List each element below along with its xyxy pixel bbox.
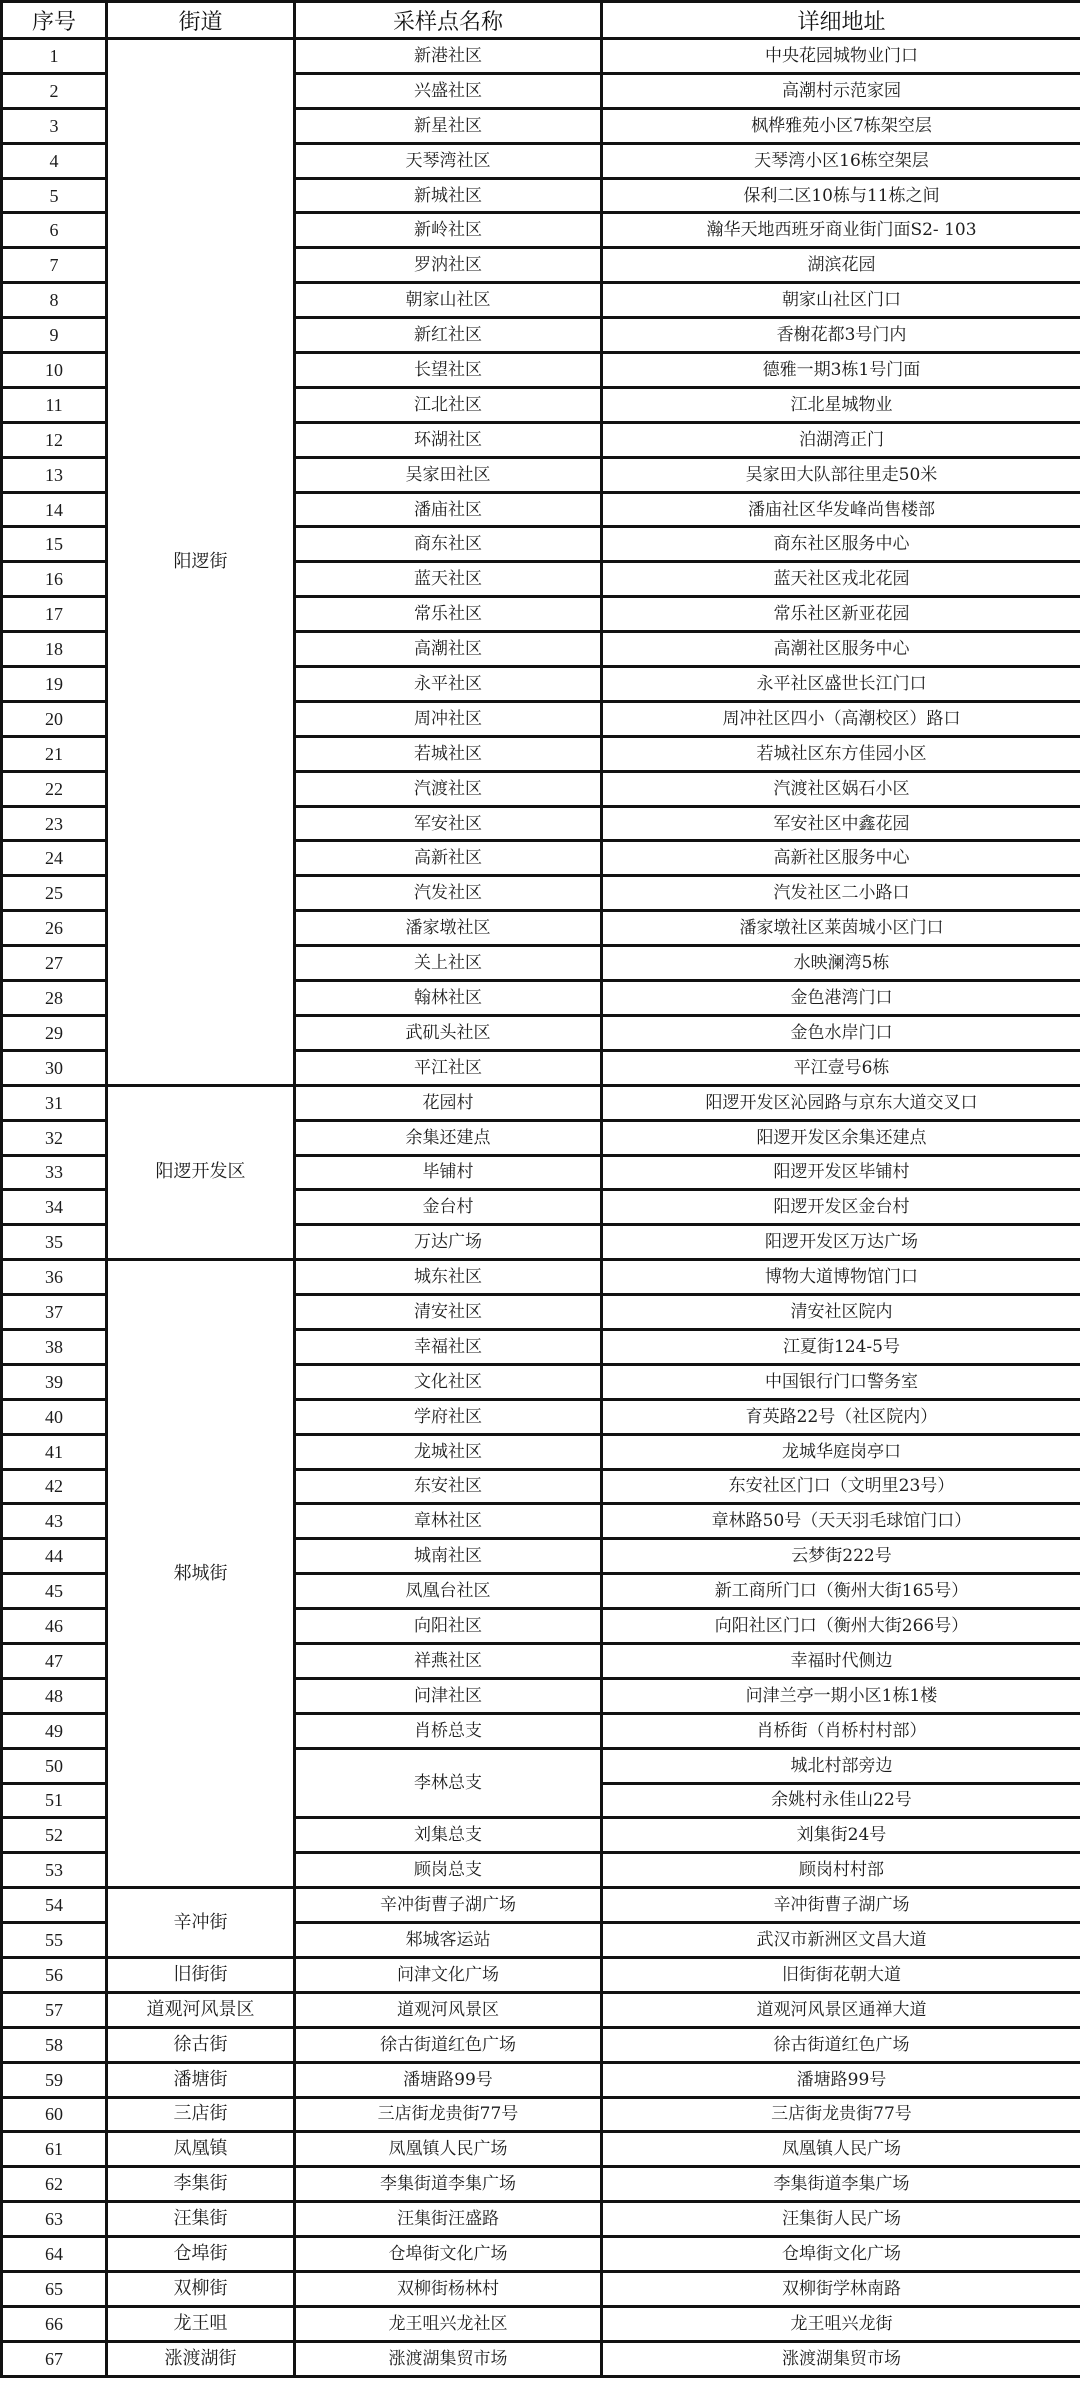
cell-index: 16 (2, 562, 107, 597)
cell-site-name: 仓埠街文化广场 (295, 2237, 602, 2272)
table-row (2, 2167, 1080, 2202)
cell-site-name: 万达广场 (295, 1225, 602, 1260)
cell-index: 66 (2, 2306, 107, 2341)
cell-address: 育英路22号（社区院内） (602, 1399, 1080, 1434)
header-address: 详细地址 (602, 2, 1080, 39)
cell-index: 8 (2, 283, 107, 318)
table-row (2, 2062, 1080, 2097)
header-index: 序号 (2, 2, 107, 39)
header-street: 街道 (107, 2, 295, 39)
cell-site-name: 学府社区 (295, 1399, 602, 1434)
cell-address: 泊湖湾正门 (602, 422, 1080, 457)
cell-site-name: 兴盛社区 (295, 73, 602, 108)
cell-site-name: 问津社区 (295, 1678, 602, 1713)
cell-address: 中央花园城物业门口 (602, 39, 1080, 74)
cell-index: 63 (2, 2202, 107, 2237)
table-row (2, 2272, 1080, 2307)
cell-index: 30 (2, 1050, 107, 1085)
cell-index: 31 (2, 1085, 107, 1120)
table-body (2, 39, 1080, 2377)
table-row (2, 1888, 1080, 1923)
cell-index: 36 (2, 1260, 107, 1295)
cell-site-name: 凤凰镇人民广场 (295, 2132, 602, 2167)
cell-index: 3 (2, 108, 107, 143)
cell-address: 徐古街道红色广场 (602, 2027, 1080, 2062)
table-row (2, 39, 1080, 74)
cell-site-name: 清安社区 (295, 1295, 602, 1330)
cell-index: 4 (2, 143, 107, 178)
cell-site-name: 新星社区 (295, 108, 602, 143)
cell-site-name: 环湖社区 (295, 422, 602, 457)
cell-site-name: 常乐社区 (295, 597, 602, 632)
cell-index: 15 (2, 527, 107, 562)
cell-site-name: 幸福社区 (295, 1329, 602, 1364)
cell-site-name: 若城社区 (295, 736, 602, 771)
cell-index: 9 (2, 318, 107, 353)
cell-index: 1 (2, 39, 107, 74)
cell-address: 凤凰镇人民广场 (602, 2132, 1080, 2167)
cell-index: 44 (2, 1539, 107, 1574)
cell-address: 高潮社区服务中心 (602, 632, 1080, 667)
cell-site-name: 商东社区 (295, 527, 602, 562)
cell-site-name: 东安社区 (295, 1469, 602, 1504)
cell-site-name: 花园村 (295, 1085, 602, 1120)
cell-street: 李集街 (107, 2167, 295, 2202)
cell-address: 天琴湾小区16栋空架层 (602, 143, 1080, 178)
cell-index: 38 (2, 1329, 107, 1364)
cell-address: 三店街龙贵街77号 (602, 2097, 1080, 2132)
cell-index: 33 (2, 1155, 107, 1190)
table-row (2, 2306, 1080, 2341)
cell-index: 24 (2, 841, 107, 876)
cell-index: 59 (2, 2062, 107, 2097)
cell-address: 德雅一期3栋1号门面 (602, 353, 1080, 388)
cell-site-name: 长望社区 (295, 353, 602, 388)
cell-site-name: 道观河风景区 (295, 1992, 602, 2027)
cell-site-name: 汽渡社区 (295, 771, 602, 806)
cell-index: 49 (2, 1713, 107, 1748)
table-row (2, 2237, 1080, 2272)
cell-site-name: 凤凰台社区 (295, 1574, 602, 1609)
cell-site-name: 问津文化广场 (295, 1957, 602, 1992)
cell-site-name: 徐古街道红色广场 (295, 2027, 602, 2062)
cell-address: 阳逻开发区沁园路与京东大道交叉口 (602, 1085, 1080, 1120)
cell-address: 潘塘路99号 (602, 2062, 1080, 2097)
cell-address: 城北村部旁边 (602, 1748, 1080, 1783)
cell-address: 东安社区门口（文明里23号） (602, 1469, 1080, 1504)
cell-index: 39 (2, 1364, 107, 1399)
header-row (2, 2, 1080, 39)
cell-index: 55 (2, 1923, 107, 1958)
cell-address: 余姚村永佳山22号 (602, 1783, 1080, 1818)
cell-street: 双柳街 (107, 2272, 295, 2307)
cell-site-name: 三店街龙贵街77号 (295, 2097, 602, 2132)
cell-site-name: 向阳社区 (295, 1609, 602, 1644)
cell-site-name: 涨渡湖集贸市场 (295, 2341, 602, 2376)
cell-site-name: 金台村 (295, 1190, 602, 1225)
table-row (2, 2097, 1080, 2132)
cell-site-name: 李集街道李集广场 (295, 2167, 602, 2202)
cell-street: 道观河风景区 (107, 1992, 295, 2027)
header-site-name: 采样点名称 (295, 2, 602, 39)
cell-address: 若城社区东方佳园小区 (602, 736, 1080, 771)
cell-address: 平江壹号6栋 (602, 1050, 1080, 1085)
cell-street: 邾城街 (107, 1260, 295, 1888)
cell-street: 旧街街 (107, 1957, 295, 1992)
table-row (2, 2341, 1080, 2376)
cell-site-name: 高潮社区 (295, 632, 602, 667)
cell-address: 蓝天社区戎北花园 (602, 562, 1080, 597)
cell-site-name: 江北社区 (295, 387, 602, 422)
cell-street: 徐古街 (107, 2027, 295, 2062)
cell-address: 周冲社区四小（高潮校区）路口 (602, 701, 1080, 736)
cell-index: 23 (2, 806, 107, 841)
cell-index: 18 (2, 632, 107, 667)
cell-index: 14 (2, 492, 107, 527)
cell-address: 顾岗村村部 (602, 1853, 1080, 1888)
cell-site-name: 毕铺村 (295, 1155, 602, 1190)
cell-site-name: 武矶头社区 (295, 1015, 602, 1050)
cell-site-name: 永平社区 (295, 667, 602, 702)
cell-site-name: 肖桥总支 (295, 1713, 602, 1748)
cell-index: 2 (2, 73, 107, 108)
cell-index: 17 (2, 597, 107, 632)
cell-street: 仓埠街 (107, 2237, 295, 2272)
cell-index: 67 (2, 2341, 107, 2376)
cell-address: 中国银行门口警务室 (602, 1364, 1080, 1399)
cell-site-name: 军安社区 (295, 806, 602, 841)
cell-site-name: 罗汭社区 (295, 248, 602, 283)
cell-index: 53 (2, 1853, 107, 1888)
cell-index: 7 (2, 248, 107, 283)
cell-index: 35 (2, 1225, 107, 1260)
cell-street: 三店街 (107, 2097, 295, 2132)
cell-address: 水映澜湾5栋 (602, 946, 1080, 981)
cell-index: 47 (2, 1643, 107, 1678)
cell-site-name: 余集还建点 (295, 1120, 602, 1155)
cell-address: 幸福时代侧边 (602, 1643, 1080, 1678)
cell-site-name: 潘塘路99号 (295, 2062, 602, 2097)
cell-index: 25 (2, 876, 107, 911)
cell-index: 42 (2, 1469, 107, 1504)
cell-site-name: 新城社区 (295, 178, 602, 213)
cell-index: 52 (2, 1818, 107, 1853)
cell-index: 56 (2, 1957, 107, 1992)
cell-address: 李集街道李集广场 (602, 2167, 1080, 2202)
cell-index: 28 (2, 981, 107, 1016)
cell-address: 潘家墩社区莱茵城小区门口 (602, 911, 1080, 946)
cell-index: 51 (2, 1783, 107, 1818)
cell-street: 潘塘街 (107, 2062, 295, 2097)
cell-address: 金色港湾门口 (602, 981, 1080, 1016)
cell-address: 商东社区服务中心 (602, 527, 1080, 562)
cell-street: 龙王咀 (107, 2306, 295, 2341)
table-row (2, 2202, 1080, 2237)
cell-address: 阳逻开发区万达广场 (602, 1225, 1080, 1260)
table-row (2, 2027, 1080, 2062)
cell-address: 吴家田大队部往里走50米 (602, 457, 1080, 492)
cell-site-name: 蓝天社区 (295, 562, 602, 597)
cell-address: 高潮村示范家园 (602, 73, 1080, 108)
cell-index: 22 (2, 771, 107, 806)
cell-site-name: 文化社区 (295, 1364, 602, 1399)
cell-street: 涨渡湖街 (107, 2341, 295, 2376)
cell-address: 汪集街人民广场 (602, 2202, 1080, 2237)
cell-site-name: 汽发社区 (295, 876, 602, 911)
cell-address: 道观河风景区通禅大道 (602, 1992, 1080, 2027)
cell-index: 11 (2, 387, 107, 422)
cell-index: 10 (2, 353, 107, 388)
cell-address: 清安社区院内 (602, 1295, 1080, 1330)
cell-address: 潘庙社区华发峰尚售楼部 (602, 492, 1080, 527)
cell-index: 19 (2, 667, 107, 702)
cell-index: 34 (2, 1190, 107, 1225)
cell-index: 64 (2, 2237, 107, 2272)
cell-site-name: 潘家墩社区 (295, 911, 602, 946)
cell-address: 章林路50号（天天羽毛球馆门口） (602, 1504, 1080, 1539)
cell-site-name: 李林总支 (295, 1748, 602, 1818)
cell-site-name: 城东社区 (295, 1260, 602, 1295)
cell-site-name: 翰林社区 (295, 981, 602, 1016)
cell-address: 阳逻开发区余集还建点 (602, 1120, 1080, 1155)
cell-address: 肖桥街（肖桥村村部） (602, 1713, 1080, 1748)
cell-address: 军安社区中鑫花园 (602, 806, 1080, 841)
cell-address: 武汉市新洲区文昌大道 (602, 1923, 1080, 1958)
cell-address: 阳逻开发区毕铺村 (602, 1155, 1080, 1190)
cell-address: 博物大道博物馆门口 (602, 1260, 1080, 1295)
table-row (2, 1992, 1080, 2027)
cell-site-name: 高新社区 (295, 841, 602, 876)
cell-address: 常乐社区新亚花园 (602, 597, 1080, 632)
cell-address: 双柳街学林南路 (602, 2272, 1080, 2307)
cell-street: 辛冲街 (107, 1888, 295, 1958)
cell-address: 涨渡湖集贸市场 (602, 2341, 1080, 2376)
cell-address: 新工商所门口（衡州大街165号） (602, 1574, 1080, 1609)
table-row (2, 2132, 1080, 2167)
cell-site-name: 刘集总支 (295, 1818, 602, 1853)
cell-site-name: 新红社区 (295, 318, 602, 353)
cell-address: 朝家山社区门口 (602, 283, 1080, 318)
cell-index: 29 (2, 1015, 107, 1050)
cell-address: 仓埠街文化广场 (602, 2237, 1080, 2272)
cell-index: 26 (2, 911, 107, 946)
cell-index: 12 (2, 422, 107, 457)
cell-index: 27 (2, 946, 107, 981)
table-row (2, 1260, 1080, 1295)
cell-index: 58 (2, 2027, 107, 2062)
cell-address: 龙王咀兴龙街 (602, 2306, 1080, 2341)
cell-site-name: 朝家山社区 (295, 283, 602, 318)
cell-address: 龙城华庭岗亭口 (602, 1434, 1080, 1469)
cell-index: 54 (2, 1888, 107, 1923)
cell-index: 40 (2, 1399, 107, 1434)
cell-index: 61 (2, 2132, 107, 2167)
cell-address: 香榭花都3号门内 (602, 318, 1080, 353)
cell-index: 41 (2, 1434, 107, 1469)
cell-index: 20 (2, 701, 107, 736)
cell-site-name: 平江社区 (295, 1050, 602, 1085)
cell-address: 金色水岸门口 (602, 1015, 1080, 1050)
cell-address: 汽发社区二小路口 (602, 876, 1080, 911)
cell-street: 阳逻街 (107, 39, 295, 1086)
cell-site-name: 周冲社区 (295, 701, 602, 736)
cell-street: 凤凰镇 (107, 2132, 295, 2167)
cell-index: 37 (2, 1295, 107, 1330)
cell-site-name: 辛冲街曹子湖广场 (295, 1888, 602, 1923)
cell-site-name: 顾岗总支 (295, 1853, 602, 1888)
cell-site-name: 祥燕社区 (295, 1643, 602, 1678)
cell-index: 57 (2, 1992, 107, 2027)
cell-index: 32 (2, 1120, 107, 1155)
cell-site-name: 新岭社区 (295, 213, 602, 248)
cell-address: 辛冲街曹子湖广场 (602, 1888, 1080, 1923)
cell-index: 48 (2, 1678, 107, 1713)
cell-index: 13 (2, 457, 107, 492)
cell-address: 湖滨花园 (602, 248, 1080, 283)
cell-address: 向阳社区门口（衡州大街266号） (602, 1609, 1080, 1644)
cell-site-name: 汪集街汪盛路 (295, 2202, 602, 2237)
cell-index: 45 (2, 1574, 107, 1609)
cell-address: 保利二区10栋与11栋之间 (602, 178, 1080, 213)
cell-address: 刘集街24号 (602, 1818, 1080, 1853)
cell-index: 46 (2, 1609, 107, 1644)
cell-site-name: 关上社区 (295, 946, 602, 981)
cell-address: 云梦街222号 (602, 1539, 1080, 1574)
cell-street: 阳逻开发区 (107, 1085, 295, 1259)
cell-address: 高新社区服务中心 (602, 841, 1080, 876)
cell-site-name: 龙王咀兴龙社区 (295, 2306, 602, 2341)
cell-site-name: 龙城社区 (295, 1434, 602, 1469)
cell-index: 21 (2, 736, 107, 771)
cell-address: 瀚华天地西班牙商业街门面S2- 103 (602, 213, 1080, 248)
cell-address: 问津兰亭一期小区1栋1楼 (602, 1678, 1080, 1713)
cell-address: 枫桦雅苑小区7栋架空层 (602, 108, 1080, 143)
cell-index: 5 (2, 178, 107, 213)
cell-address: 江北星城物业 (602, 387, 1080, 422)
cell-address: 永平社区盛世长江门口 (602, 667, 1080, 702)
cell-index: 43 (2, 1504, 107, 1539)
cell-address: 江夏街124-5号 (602, 1329, 1080, 1364)
table-row (2, 1957, 1080, 1992)
cell-street: 汪集街 (107, 2202, 295, 2237)
cell-index: 65 (2, 2272, 107, 2307)
cell-site-name: 章林社区 (295, 1504, 602, 1539)
table-row (2, 1085, 1080, 1120)
cell-index: 6 (2, 213, 107, 248)
cell-address: 汽渡社区娲石小区 (602, 771, 1080, 806)
cell-address: 阳逻开发区金台村 (602, 1190, 1080, 1225)
cell-site-name: 天琴湾社区 (295, 143, 602, 178)
cell-site-name: 城南社区 (295, 1539, 602, 1574)
cell-site-name: 邾城客运站 (295, 1923, 602, 1958)
cell-site-name: 双柳街杨林村 (295, 2272, 602, 2307)
cell-index: 62 (2, 2167, 107, 2202)
cell-site-name: 新港社区 (295, 39, 602, 74)
cell-index: 60 (2, 2097, 107, 2132)
cell-index: 50 (2, 1748, 107, 1783)
cell-address: 旧街街花朝大道 (602, 1957, 1080, 1992)
cell-site-name: 吴家田社区 (295, 457, 602, 492)
cell-site-name: 潘庙社区 (295, 492, 602, 527)
